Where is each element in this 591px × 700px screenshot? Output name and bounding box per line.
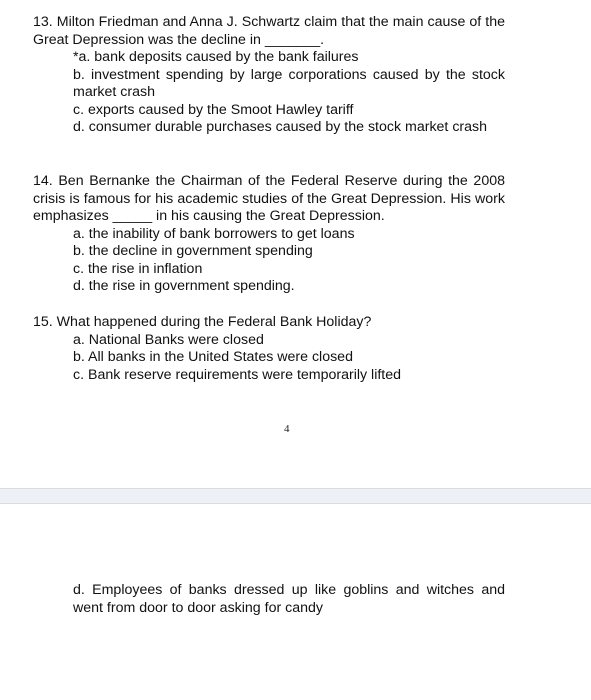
question-13	[33, 14, 505, 137]
question-stem: 15. What happened during the Federal Bank Holiday?	[33, 314, 372, 330]
page-number: 4	[284, 423, 290, 435]
answer-options	[33, 226, 505, 296]
question-15	[33, 314, 505, 384]
question-stem: 13. Milton Friedman and Anna J. Schwartz claim that the main cause of the Great Depression was the decline in _______.	[33, 14, 505, 48]
answer-options	[33, 332, 505, 385]
answer-option: *a. bank deposits caused by the bank failures	[73, 49, 359, 65]
question-stem: 14. Ben Bernanke the Chairman of the Federal Reserve during the 2008 crisis is famous for his academic studies of the Great Depression. His work emphasizes _____ in his causing the Great Depression.	[33, 173, 505, 224]
answer-option: b. investment spending by large corporations caused by the stock market crash	[73, 66, 505, 100]
answer-option: a. National Banks were closed	[73, 331, 264, 348]
page-break-divider	[0, 488, 591, 504]
question-14	[33, 173, 505, 296]
answer-options	[33, 49, 505, 137]
answer-option: a. the inability of bank borrowers to get loans	[73, 225, 355, 242]
answer-option: b. All banks in the United States were closed	[73, 349, 353, 365]
answer-option: c. the rise in inflation	[73, 260, 203, 277]
answer-option: c. Bank reserve requirements were temporarily lifted	[73, 366, 402, 383]
answer-option: d. consumer durable purchases caused by the stock market crash	[73, 119, 488, 135]
answer-option: b. the decline in government spending	[73, 243, 313, 259]
answer-option: c. exports caused by the Smoot Hawley tariff	[73, 101, 354, 118]
answer-option: d. the rise in government spending.	[73, 278, 295, 294]
answer-option-continued: d. Employees of banks dressed up like goblins and witches and went from door to door asking for candy	[73, 582, 505, 616]
